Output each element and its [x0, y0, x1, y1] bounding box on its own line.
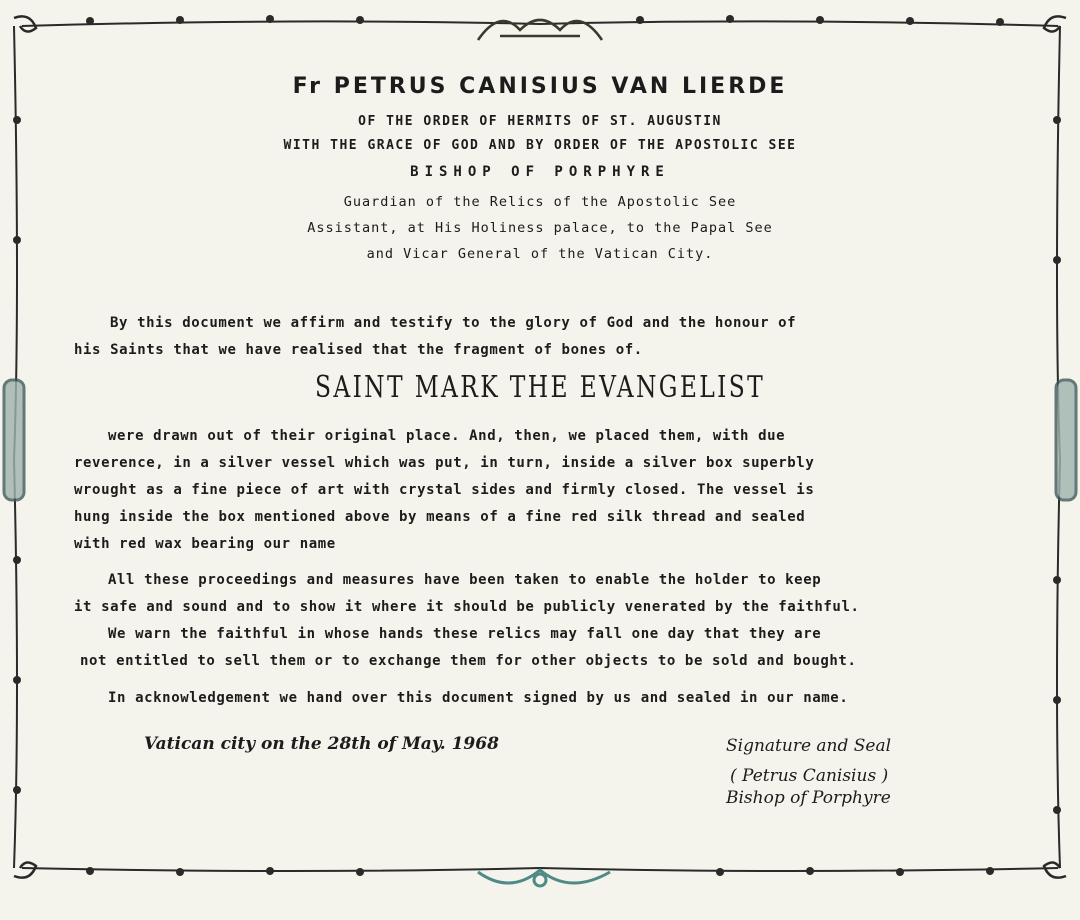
author-name: Fr PETRUS CANISIUS VAN LIERDE: [292, 74, 788, 99]
acknowledgement-line: In acknowledgement we hand over this document signed by us and sealed in our name.: [108, 690, 849, 706]
paragraph3-line1: We warn the faithful in whose hands these relics may fall one day that they are: [108, 626, 822, 642]
paragraph1-line4: hung inside the box mentioned above by means of a fine red silk thread and sealed: [74, 509, 806, 525]
order-line: OF THE ORDER OF HERMITS OF ST. AUGUSTIN: [358, 114, 722, 129]
assistant-line: Assistant, at His Holiness palace, to the Papal See: [307, 220, 773, 236]
saint-name-heading: SAINT MARK THE EVANGELIST: [314, 370, 766, 405]
certificate-body: [60, 60, 1020, 840]
paragraph2-line2: it safe and sound and to show it where it should be publicly venerated by the faithful.: [74, 599, 860, 615]
signatory-name: ( Petrus Canisius ): [730, 766, 889, 786]
signature-label: Signature and Seal: [726, 736, 892, 756]
paragraph1-line3: wrought as a fine piece of art with crystal sides and firmly closed. The vessel is: [74, 482, 815, 498]
signatory-title: Bishop of Porphyre: [726, 788, 891, 808]
grace-line: WITH THE GRACE OF GOD AND BY ORDER OF THE APOSTOLIC SEE: [283, 138, 797, 153]
paragraph1-line5: with red wax bearing our name: [74, 536, 336, 552]
intro-line-2: his Saints that we have realised that the fragment of bones of.: [74, 342, 643, 358]
guardian-line: Guardian of the Relics of the Apostolic See: [343, 194, 737, 210]
document-date: Vatican city on the 28th of May. 1968: [144, 734, 499, 754]
paragraph1-line1: were drawn out of their original place. And, then, we placed them, with due: [108, 428, 786, 444]
vicar-line: and Vicar General of the Vatican City.: [366, 246, 714, 262]
paragraph1-line2: reverence, in a silver vessel which was put, in turn, inside a silver box superbly: [74, 455, 815, 471]
bishop-title: BISHOP OF PORPHYRE: [410, 164, 670, 180]
bottom-ornament: [478, 870, 610, 886]
paragraph2-line1: All these proceedings and measures have been taken to enable the holder to keep: [108, 572, 822, 588]
paragraph3-line2: not entitled to sell them or to exchange them for other objects to be sold and bought.: [80, 653, 857, 669]
intro-line-1: By this document we affirm and testify to the glory of God and the honour of: [110, 315, 797, 331]
